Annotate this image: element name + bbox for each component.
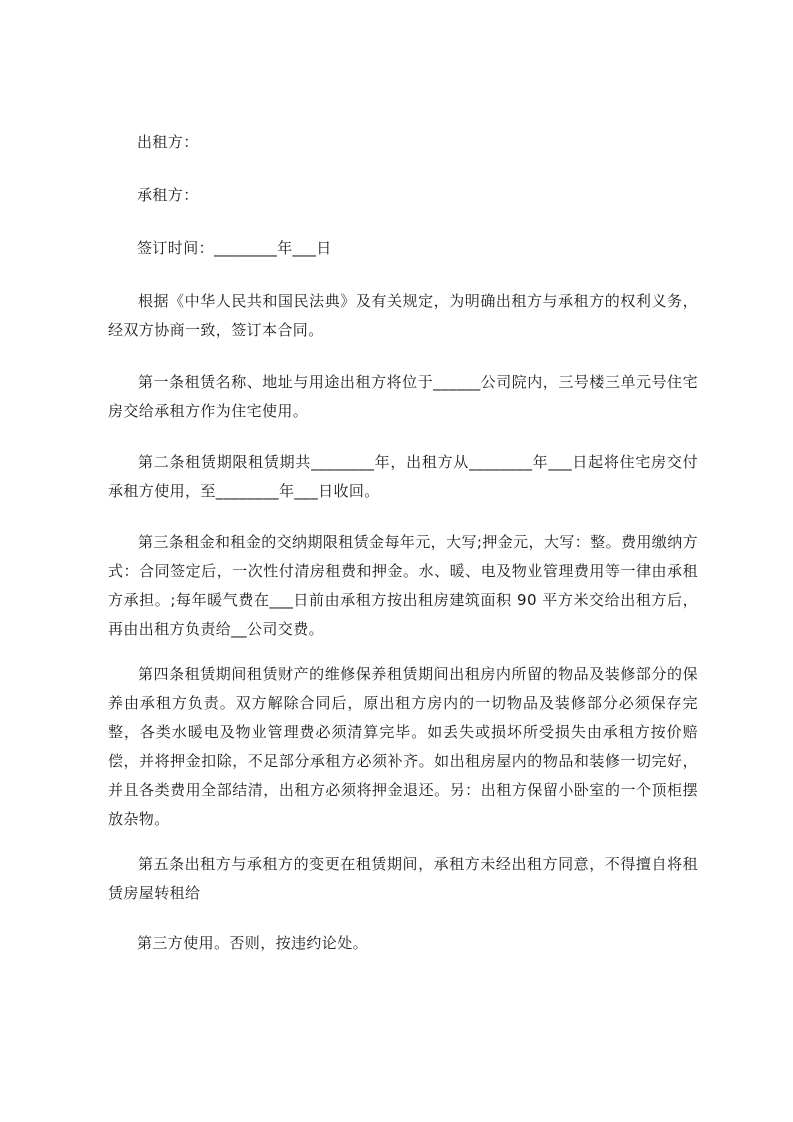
signing-time: 签订时间：________年___日	[137, 239, 332, 257]
article-1-paragraph: 第一条租赁名称、地址与用途出租方将位于______公司院内，三号楼三单元号住宅房交给承租方作为住宅使用。	[108, 373, 698, 420]
lessor-label: 出租方：	[137, 133, 199, 151]
lessee-label: 承租方：	[137, 186, 199, 204]
article-5-paragraph: 第五条出租方与承租方的变更在租赁期间，承租方未经出租方同意，不得擅自将租赁房屋转租给	[108, 855, 698, 902]
article-4-paragraph: 第四条租赁期间租赁财产的维修保养租赁期间出租房内所留的物品及装修部分的保养由承租方负责。双方解除合同后，原出租方房内的一切物品及装修部分必须保存完整，各类水暖电及物业管理费必须清算完毕。如丢失或损坏所受损失由承租方按价赔偿，并将押金扣除，不足部分承租方必须补齐。如出租房屋内的物品和装修一切完好，并且各类费用全部结清，出租方必须将押金退还。另：出租方保留小卧室的一个顶柜摆放杂物。	[108, 665, 698, 828]
article-3-paragraph: 第三条租金和租金的交纳期限租赁金每年元，大写;押金元，大写：整。费用缴纳方式：合同签定后，一次性付清房租费和押金。水、暖、电及物业管理费用等一律由承租方承担。;每年暖气费在___日前由承租方按出租房建筑面积 90 平方米交给出租方后，再由出租方负责给__公司交费。	[108, 533, 698, 638]
article-2-paragraph: 第二条租赁期限租赁期共________年，出租方从________年___日起将住宅房交付承租方使用，至________年___日收回。	[108, 453, 698, 500]
article-5-continuation: 第三方使用。否则，按违约论处。	[137, 934, 369, 952]
preamble-paragraph: 根据《中华人民共和国民法典》及有关规定，为明确出租方与承租方的权利义务，经双方协商一致，签订本合同。	[108, 292, 698, 339]
